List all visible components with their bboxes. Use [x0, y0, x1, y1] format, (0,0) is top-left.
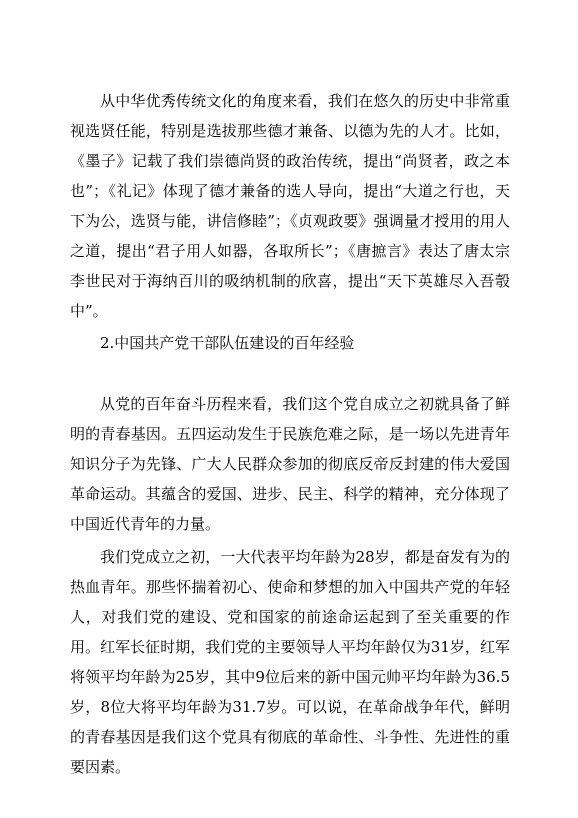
paragraph-traditional-culture: 从中华优秀传统文化的角度来看，我们在悠久的历史中非常重视选贤任能，特别是选拔那些德才兼备、以德为先的人才。比如，《墨子》记载了我们崇德尚贤的政治传统，提出“尚贤者，政之本也”；《礼记》体现了德才兼备的选人导向，提出“大道之行也，天下为公，选贤与能，讲信修睦”；《贞观政要》强调量才授用的用人之道，提出“君子用人如器，各取所长”；《唐摭言》表达了唐太宗李世民对于海纳百川的吸纳机制的欣喜，提出“天下英雄尽入吾彀中”。	[70, 92, 510, 320]
paragraph-party-history: 从党的百年奋斗历程来看，我们这个党自成立之初就具备了鲜明的青春基因。五四运动发生于民族危难之际，是一场以先进青年知识分子为先锋、广大人民群众参加的彻底反帝反封建的伟大爱国革命运动。其蕴含的爱国、进步、民主、科学的精神，充分体现了中国近代青年的力量。	[70, 395, 510, 533]
section-heading: 2.中国共产党干部队伍建设的百年经验	[100, 334, 355, 352]
paragraph-founding-youth: 我们党成立之初，一大代表平均年龄为28岁，都是奋发有为的热血青年。那些怀揣着初心、使命和梦想的加入中国共产党的年轻人，对我们党的建设、党和国家的前途命运起到了至关重要的作用。红军长征时期，我们党的主要领导人平均年龄仅为31岁，红军将领平均年龄为25岁，其中9位后来的新中国元帅平均年龄为36.5岁，8位大将平均年龄为31.7岁。可以说，在革命战争年代，鲜明的青春基因是我们这个党具有彻底的革命性、斗争性、先进性的重要因素。	[70, 548, 510, 776]
